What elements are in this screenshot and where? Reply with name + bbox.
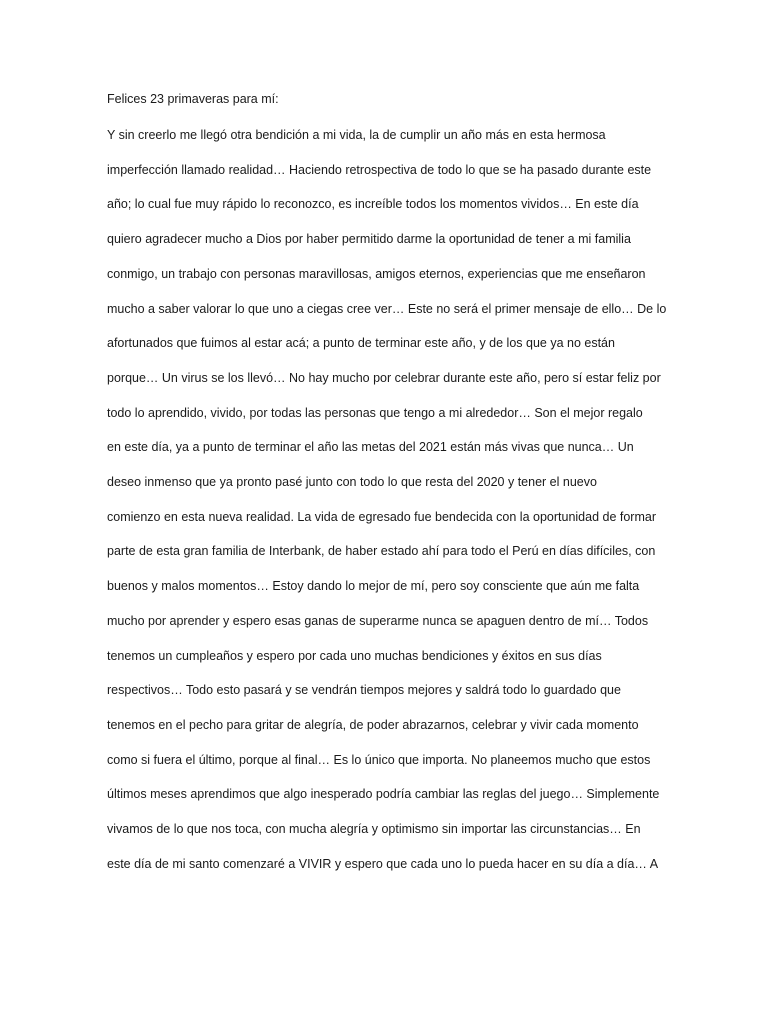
- paragraph-line: año; lo cual fue muy rápido lo reconozco, es increíble todos los momentos vividos… En este día: [107, 197, 639, 211]
- paragraph-line: este día de mi santo comenzaré a VIVIR y espero que cada uno lo pueda hacer en su día a día… A: [107, 857, 659, 871]
- paragraph-line: deseo inmenso que ya pronto pasé junto con todo lo que resta del 2020 y tener el nuevo: [107, 475, 597, 489]
- paragraph-line: tenemos en el pecho para gritar de alegría, de poder abrazarnos, celebrar y vivir cada momento: [107, 718, 639, 732]
- paragraph-line: en este día, ya a punto de terminar el año las metas del 2021 están más vivas que nunca… Un: [107, 440, 634, 454]
- paragraph-line: buenos y malos momentos… Estoy dando lo mejor de mí, pero soy consciente que aún me falta: [107, 579, 640, 593]
- paragraph-line: tenemos un cumpleaños y espero por cada uno muchas bendiciones y éxitos en sus días: [107, 649, 602, 663]
- paragraph-line: imperfección llamado realidad… Haciendo retrospectiva de todo lo que se ha pasado durante este: [107, 163, 652, 177]
- paragraph-line: parte de esta gran familia de Interbank, de haber estado ahí para todo el Perú en días difíciles, con: [107, 544, 656, 558]
- paragraph-line: afortunados que fuimos al estar acá; a punto de terminar este año, y de los que ya no están: [107, 336, 615, 350]
- paragraph-line: mucho por aprender y espero esas ganas de superarme nunca se apaguen dentro de mí… Todos: [107, 614, 649, 628]
- paragraph-line: respectivos… Todo esto pasará y se vendrán tiempos mejores y saldrá todo lo guardado que: [107, 683, 621, 697]
- paragraph-line: mucho a saber valorar lo que uno a ciegas cree ver… Este no será el primer mensaje de ello… De lo: [107, 302, 667, 316]
- paragraph-line: conmigo, un trabajo con personas maravillosas, amigos eternos, experiencias que me enseñaron: [107, 267, 646, 281]
- paragraph-line: porque… Un virus se los llevó… No hay mucho por celebrar durante este año, pero sí estar feliz por: [107, 371, 661, 385]
- paragraph-line: últimos meses aprendimos que algo inesperado podría cambiar las reglas del juego… Simplemente: [107, 787, 660, 801]
- paragraph-line: vivamos de lo que nos toca, con mucha alegría y optimismo sin importar las circunstancias… En: [107, 822, 641, 836]
- document-title: Felices 23 primaveras para mí:: [107, 92, 279, 106]
- paragraph-line: Y sin creerlo me llegó otra bendición a mi vida, la de cumplir un año más en esta hermosa: [107, 128, 606, 142]
- paragraph-line: como si fuera el último, porque al final… Es lo único que importa. No planeemos mucho que estos: [107, 753, 651, 767]
- paragraph-line: quiero agradecer mucho a Dios por haber permitido darme la oportunidad de tener a mi familia: [107, 232, 631, 246]
- paragraph-line: comienzo en esta nueva realidad. La vida de egresado fue bendecida con la oportunidad de formar: [107, 510, 656, 524]
- paragraph-line: todo lo aprendido, vivido, por todas las personas que tengo a mi alrededor… Son el mejor regalo: [107, 406, 643, 420]
